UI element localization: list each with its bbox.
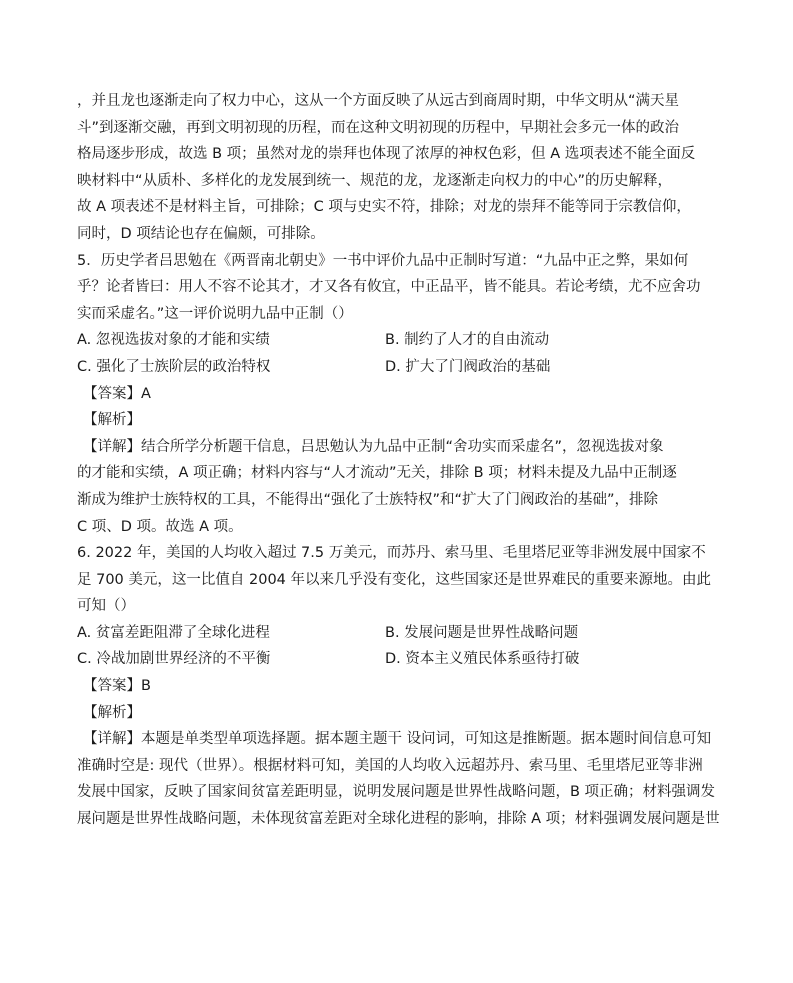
option-b: B. 发展问题是世界性战略问题: [385, 624, 579, 641]
detail-line: 【详解】结合所学分析题干信息，吕思勉认为九品中正制“舍功实而采虚名”，忽视选拔对象: [83, 438, 664, 455]
answer-label: 【答案】B: [83, 678, 151, 695]
analysis-line: 格局逐步形成，故选 B 项；虽然对龙的崇拜也体现了浓厚的神权色彩，但 A 选项表述不能全面反: [77, 146, 696, 163]
question-6: [77, 540, 720, 833]
option-c: C. 冷战加剧世界经济的不平衡: [77, 651, 271, 668]
analysis-line: 故 A 项表述不是材料主旨，可排除；C 项与史实不符，排除；对龙的崇拜不能等同于宗教信仰，: [77, 199, 691, 216]
option-a: A. 忽视选拔对象的才能和实绩: [77, 332, 270, 349]
question-stem-line: 5．历史学者吕思勉在《两晋南北朝史》一书中评价九品中正制时写道：“九品中正之弊，果如何: [77, 252, 689, 269]
question-5: [77, 248, 701, 541]
detail-line: 准确时空是: 现代（世界）。根据材料可知，美国的人均收入远超苏丹、索马里、毛里塔尼亚等非洲: [77, 757, 703, 774]
detail-line: 【详解】本题是单类型单项选择题。据本题主题干 设问词，可知这是推断题。据本题时间信息可知: [83, 731, 712, 748]
analysis-line: ，并且龙也逐渐走向了权力中心，这从一个方面反映了从远古到商周时期，中华文明从“满天星: [77, 93, 680, 109]
analysis-label: 【解析】: [83, 704, 141, 721]
analysis-line: 同时，D 项结论也存在偏颇，可排除。: [77, 225, 325, 242]
option-d: D. 扩大了门阀政治的基础: [385, 358, 551, 375]
detail-line: C 项、D 项。故选 A 项。: [77, 518, 243, 535]
option-b: B. 制约了人才的自由流动: [385, 332, 550, 349]
option-a: A. 贫富差距阻滞了全球化进程: [77, 624, 270, 641]
option-c: C. 强化了士族阶层的政治特权: [77, 358, 271, 375]
options-row: [77, 620, 693, 647]
question-stem-line: 足 700 美元，这一比值自 2004 年以来几乎没有变化，这些国家还是世界难民的重要来源地。由此: [77, 571, 712, 588]
analysis-line: 斗”到逐渐交融，再到文明初现的历程，而在这种文明初现的历程中，早期社会多元一体的政治: [77, 119, 680, 136]
question-stem-line: 实而采虚名。”这一评价说明九品中正制（）: [77, 305, 353, 322]
detail-line: 发展中国家，反映了国家间贫富差距明显，说明发展问题是世界性战略问题，B 项正确；材料强调发: [77, 784, 716, 801]
detail-line: 渐成为维护士族特权的工具，不能得出“强化了士族特权”和“扩大了门阀政治的基础”，排除: [77, 491, 659, 508]
analysis-label: 【解析】: [83, 412, 141, 429]
previous-question-analysis: [77, 88, 696, 248]
question-stem-line: 6. 2022 年，美国的人均收入超过 7.5 万美元，而苏丹、索马里、毛里塔尼亚等非洲发展中国家不: [77, 545, 706, 562]
analysis-line: 映材料中“从质朴、多样化的龙发展到统一、规范的龙，龙逐渐走向权力的中心”的历史解释，: [77, 172, 673, 189]
options-row: [77, 327, 693, 354]
option-d: D. 资本主义殖民体系亟待打破: [385, 651, 580, 668]
detail-line: 的才能和实绩，A 项正确；材料内容与“人才流动”无关，排除 B 项；材料未提及九品中正制逐: [77, 465, 677, 482]
detail-line: 展问题是世界性战略问题，未体现贫富差距对全球化进程的影响，排除 A 项；材料强调发展问题是世: [77, 811, 720, 828]
options-row: [77, 354, 693, 381]
answer-label: 【答案】A: [83, 385, 151, 402]
question-stem-line: 可知（）: [77, 598, 135, 615]
question-stem-line: 乎？论者皆曰：用人不容不论其才，才又各有攸宜，中正品平，皆不能具。若论考绩，尤不应舍功: [77, 279, 701, 296]
options-row: [77, 646, 693, 673]
